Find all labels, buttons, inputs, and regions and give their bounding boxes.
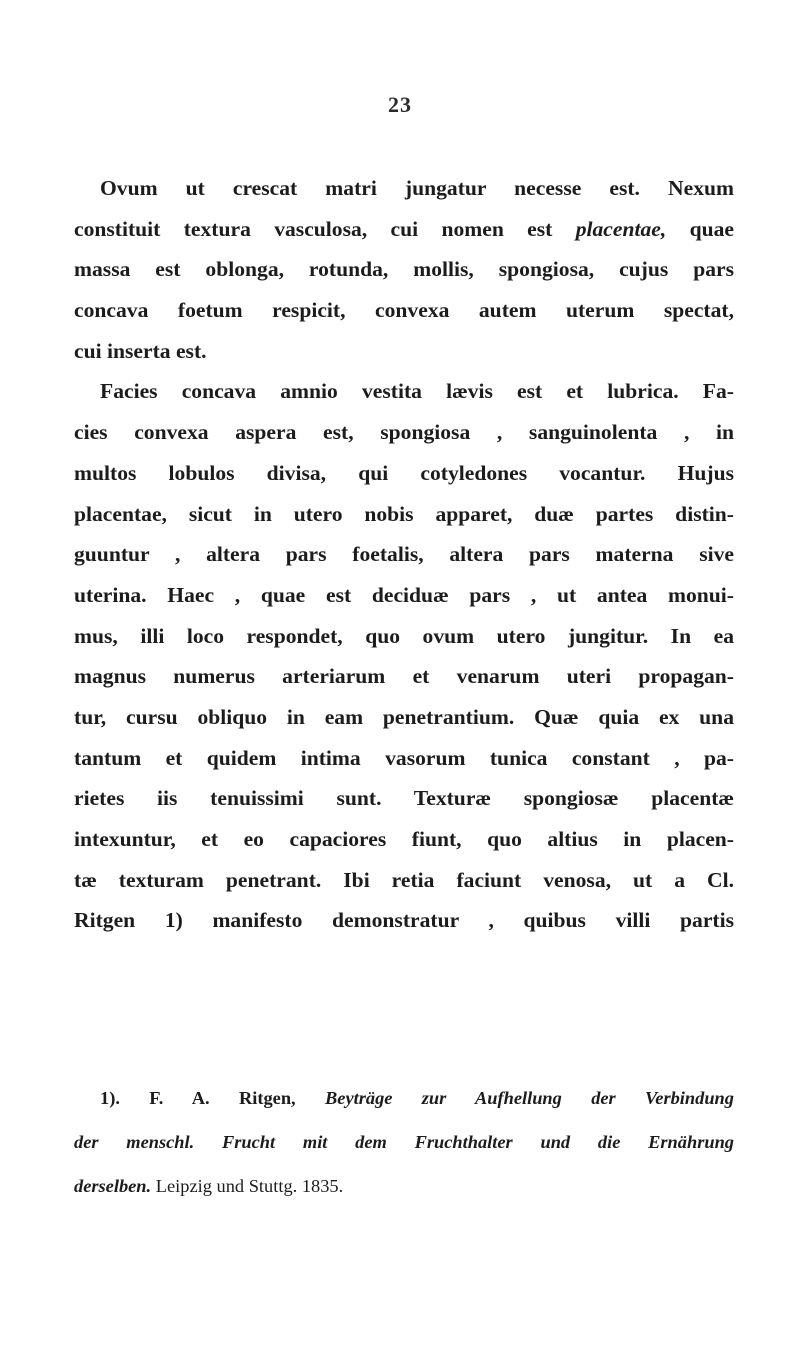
footnote-author: F. A. Ritgen, bbox=[149, 1088, 296, 1108]
paragraph-2-line-1: Facies concava amnio vestita lævis est et lubrica. Fa- bbox=[100, 379, 734, 404]
paragraph-2-line-8: magnus numerus arteriarum et venarum uteri propagan- bbox=[74, 664, 734, 689]
italic-term: placentae, bbox=[575, 216, 667, 241]
paragraph-2-line-12: intexuntur, et eo capaciores fiunt, quo altius in placen- bbox=[74, 827, 734, 851]
footnote-title-part-1: Beyträge zur Aufhellung der Verbindung bbox=[325, 1088, 734, 1108]
paragraph-1-line-3: massa est oblonga, rotunda, mollis, spongiosa, cujus pars bbox=[74, 257, 734, 282]
footnote-title-part-3: derselben. bbox=[74, 1176, 152, 1196]
footnote-title-part-2: der menschl. Frucht mit dem Fruchthalter und die Ernährung bbox=[74, 1132, 734, 1152]
page-number: 23 bbox=[388, 92, 412, 117]
paragraph-2-line-4: placentae, sicut in utero nobis apparet, duæ partes distin- bbox=[74, 501, 734, 526]
paragraph-2-line-7: mus, illi loco respondet, quo ovum utero jungitur. In ea bbox=[74, 623, 734, 648]
paragraph-1-line-4: concava foetum respicit, convexa autem uterum spectat, bbox=[74, 298, 734, 323]
paragraph-2-line-14: Ritgen 1) manifesto demonstratur , quibus villi partis bbox=[74, 908, 734, 933]
paragraph-1-line-2 bbox=[74, 209, 734, 250]
footnote-imprint: Leipzig und Stuttg. 1835. bbox=[155, 1176, 344, 1196]
line-text-tail: quae bbox=[666, 216, 734, 241]
footnote-line-3 bbox=[74, 1164, 734, 1208]
paragraph-2-line-10: tantum et quidem intima vasorum tunica constant , pa- bbox=[74, 745, 734, 770]
paragraph-2-line-2: cies convexa aspera est, spongiosa , sanguinolenta , in bbox=[74, 420, 734, 445]
footnote-line-1 bbox=[74, 1076, 734, 1120]
paragraph-2-line-11: rietes iis tenuissimi sunt. Texturæ spongiosæ placentæ bbox=[74, 786, 734, 811]
footnote bbox=[74, 1076, 734, 1208]
paragraph-2-line-3: multos lobulos divisa, qui cotyledones vocantur. Hujus bbox=[74, 460, 734, 485]
line-text: constituit textura vasculosa, cui nomen est bbox=[74, 216, 576, 241]
paragraph-2-line-13: tæ texturam penetrant. Ibi retia faciunt venosa, ut a Cl. bbox=[74, 867, 734, 892]
paragraph-1-line-5: cui inserta est. bbox=[74, 338, 207, 363]
paragraph-2-line-6: uterina. Haec , quae est deciduæ pars , ut antea monui- bbox=[74, 582, 734, 607]
body-text bbox=[74, 168, 734, 941]
paragraph-2-line-5: guuntur , altera pars foetalis, altera pars materna sive bbox=[74, 542, 734, 567]
footnote-marker: 1). bbox=[100, 1088, 120, 1108]
paragraph-2-line-9: tur, cursu obliquo in eam penetrantium. Quæ quia ex una bbox=[74, 704, 734, 729]
paragraph-1-line-1: Ovum ut crescat matri jungatur necesse est. Nexum bbox=[100, 176, 734, 200]
